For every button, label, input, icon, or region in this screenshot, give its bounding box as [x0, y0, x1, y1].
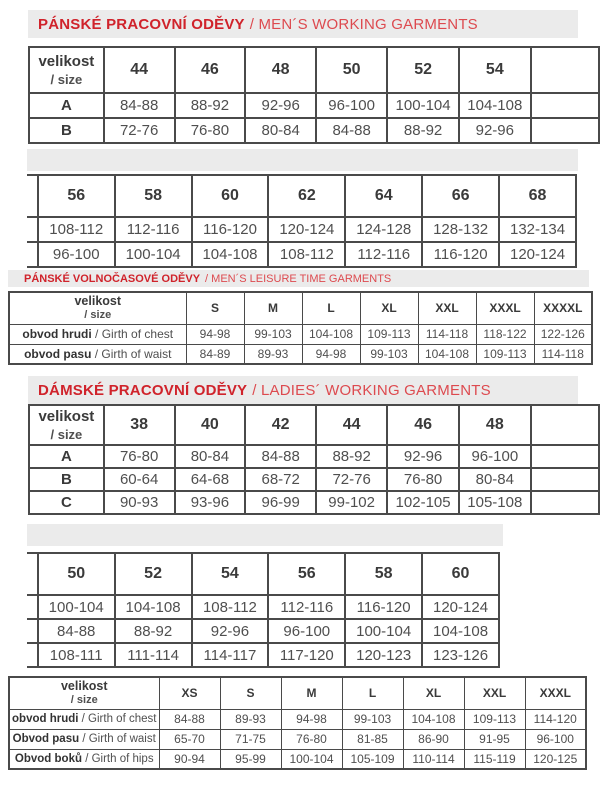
size-col-header: XL: [360, 292, 418, 324]
row-label: A: [29, 93, 104, 118]
size-col-header: 64: [345, 175, 422, 217]
table-row: [9, 324, 592, 344]
size-table: [27, 552, 500, 668]
value-cell: 104-108: [302, 324, 360, 344]
size-col-header: 44: [104, 47, 175, 93]
value-cell: 92-96: [387, 445, 459, 468]
value-cell: 81-85: [342, 729, 403, 749]
size-col-header: 62: [268, 175, 345, 217]
table-row: [27, 619, 499, 643]
row-label-english: / Girth of chest: [91, 327, 174, 341]
value-cell: 94-98: [186, 324, 244, 344]
value-cell: 89-93: [220, 709, 281, 729]
value-cell: 72-76: [316, 468, 387, 491]
size-col-header: XXXL: [476, 292, 534, 324]
row-label-czech: obvod hrudi: [12, 713, 79, 725]
size-col-header: XXL: [418, 292, 476, 324]
section-title-english: / MEN´S LEISURE TIME GARMENTS: [205, 272, 392, 285]
value-cell: 128-132: [422, 217, 499, 242]
value-cell: 109-113: [476, 344, 534, 364]
corner-label: velikost: [74, 293, 122, 308]
size-table: [28, 46, 600, 144]
value-cell: 104-108: [422, 619, 499, 643]
value-cell: 64-68: [175, 468, 246, 491]
value-cell: 92-96: [245, 93, 316, 118]
value-cell: 104-108: [115, 595, 192, 619]
value-cell: 132-134: [499, 217, 576, 242]
table-row: [9, 709, 586, 729]
corner-label: velikost: [38, 407, 95, 425]
value-cell: 108-112: [38, 217, 115, 242]
header-row: [9, 677, 586, 709]
size-col-header: L: [342, 677, 403, 709]
value-cell: 84-88: [38, 619, 115, 643]
value-cell: 120-123: [345, 643, 422, 667]
mens-leisure-table: [8, 291, 593, 365]
header-row: [9, 292, 592, 324]
cut-column-cell: [531, 405, 599, 445]
size-col-header: XXL: [464, 677, 525, 709]
value-cell: 100-104: [38, 595, 115, 619]
corner-cell: [9, 677, 159, 709]
value-cell: 99-103: [342, 709, 403, 729]
value-cell: 89-93: [244, 344, 302, 364]
size-col-header: 60: [192, 175, 269, 217]
value-cell: 100-104: [115, 242, 192, 267]
spacer-band: [27, 149, 578, 171]
value-cell: 96-100: [38, 242, 115, 267]
size-col-header: 54: [459, 47, 531, 93]
row-label: [9, 729, 159, 749]
value-cell: 94-98: [302, 344, 360, 364]
header-row: [27, 553, 499, 595]
table-row: [27, 242, 576, 267]
value-cell: 108-112: [192, 595, 269, 619]
size-col-header: 54: [192, 553, 269, 595]
size-col-header: 50: [316, 47, 387, 93]
size-table: [8, 676, 587, 770]
size-col-header: L: [302, 292, 360, 324]
value-cell: 120-125: [525, 749, 586, 769]
size-col-header: 50: [38, 553, 115, 595]
value-cell: 117-120: [268, 643, 345, 667]
value-cell: 92-96: [459, 118, 531, 143]
value-cell: 60-64: [104, 468, 175, 491]
value-cell: 72-76: [104, 118, 175, 143]
value-cell: 104-108: [459, 93, 531, 118]
value-cell: 96-100: [316, 93, 387, 118]
value-cell: 80-84: [245, 118, 316, 143]
size-col-header: 48: [245, 47, 316, 93]
row-label: A: [29, 445, 104, 468]
row-label-english: / Girth of hips: [82, 752, 154, 765]
value-cell: 65-70: [159, 729, 220, 749]
size-col-header: 40: [175, 405, 246, 445]
section-title-english: / MEN´S WORKING GARMENTS: [249, 15, 478, 33]
value-cell: 112-116: [268, 595, 345, 619]
value-cell: 124-128: [345, 217, 422, 242]
value-cell: 88-92: [115, 619, 192, 643]
ladies-working-title-band: [28, 376, 578, 404]
row-label: [9, 749, 159, 769]
row-label-czech: obvod pasu: [24, 346, 92, 361]
value-cell: 96-100: [459, 445, 531, 468]
table-row: [29, 118, 599, 143]
value-cell: 102-105: [387, 491, 459, 514]
value-cell: 96-100: [525, 729, 586, 749]
size-col-header: 52: [115, 553, 192, 595]
cut-column-cell: [27, 217, 38, 242]
value-cell: 104-108: [418, 344, 476, 364]
row-label-czech: obvod hrudi: [22, 327, 92, 341]
size-table: [28, 404, 600, 515]
header-row: [29, 405, 599, 445]
size-col-header: 68: [499, 175, 576, 217]
value-cell: 104-108: [403, 709, 464, 729]
value-cell: 93-96: [175, 491, 246, 514]
value-cell: 84-88: [316, 118, 387, 143]
cut-column-cell: [531, 47, 599, 93]
value-cell: 110-114: [403, 749, 464, 769]
table-row: [29, 491, 599, 514]
value-cell: 84-88: [245, 445, 316, 468]
row-label: [9, 709, 159, 729]
section-title-czech: PÁNSKÉ PRACOVNÍ ODĚVY: [38, 15, 245, 33]
cut-column-cell: [27, 643, 38, 667]
value-cell: 88-92: [316, 445, 387, 468]
value-cell: 68-72: [245, 468, 316, 491]
value-cell: 76-80: [387, 468, 459, 491]
value-cell: 118-122: [476, 324, 534, 344]
cut-column-cell: [27, 553, 38, 595]
value-cell: 96-99: [245, 491, 316, 514]
size-col-header: S: [220, 677, 281, 709]
value-cell: 71-75: [220, 729, 281, 749]
cut-column-cell: [27, 175, 38, 217]
table-row: [27, 643, 499, 667]
table-row: [9, 729, 586, 749]
table-row: [29, 468, 599, 491]
value-cell: 100-104: [281, 749, 342, 769]
value-cell: 100-104: [387, 93, 459, 118]
value-cell: 114-117: [192, 643, 269, 667]
value-cell: 76-80: [281, 729, 342, 749]
size-col-header: 56: [38, 175, 115, 217]
value-cell: 84-89: [186, 344, 244, 364]
cut-column-cell: [531, 468, 599, 491]
size-col-header: XXXL: [525, 677, 586, 709]
value-cell: 96-100: [268, 619, 345, 643]
cut-column-cell: [531, 118, 599, 143]
value-cell: 92-96: [192, 619, 269, 643]
value-cell: 116-120: [422, 242, 499, 267]
size-col-header: 60: [422, 553, 499, 595]
value-cell: 114-118: [534, 344, 592, 364]
row-label-czech: Obvod boků: [14, 752, 82, 765]
value-cell: 94-98: [281, 709, 342, 729]
table-row: [9, 749, 586, 769]
size-col-header: 56: [268, 553, 345, 595]
value-cell: 100-104: [345, 619, 422, 643]
value-cell: 116-120: [192, 217, 269, 242]
ladies-working-table-part2: [27, 552, 500, 674]
value-cell: 88-92: [387, 118, 459, 143]
value-cell: 105-108: [459, 491, 531, 514]
size-col-header: M: [244, 292, 302, 324]
row-label: B: [29, 118, 104, 143]
value-cell: 104-108: [192, 242, 269, 267]
cut-column-cell: [27, 242, 38, 267]
row-label: B: [29, 468, 104, 491]
size-table: [27, 174, 577, 268]
row-label-english: / Girth of chest: [78, 713, 157, 725]
corner-sublabel: / size: [50, 71, 83, 87]
value-cell: 90-93: [104, 491, 175, 514]
value-cell: 122-126: [534, 324, 592, 344]
row-label-english: / Girth of waist: [91, 346, 172, 361]
size-col-header: 38: [104, 405, 175, 445]
value-cell: 99-103: [244, 324, 302, 344]
size-col-header: S: [186, 292, 244, 324]
value-cell: 80-84: [459, 468, 531, 491]
size-col-header: 46: [387, 405, 459, 445]
size-col-header: M: [281, 677, 342, 709]
size-col-header: 58: [345, 553, 422, 595]
value-cell: 109-113: [360, 324, 418, 344]
cut-column-cell: [531, 93, 599, 118]
size-col-header: 46: [175, 47, 246, 93]
value-cell: 105-109: [342, 749, 403, 769]
value-cell: 99-102: [316, 491, 387, 514]
value-cell: 109-113: [464, 709, 525, 729]
table-row: [29, 445, 599, 468]
value-cell: 95-99: [220, 749, 281, 769]
size-col-header: 58: [115, 175, 192, 217]
header-row: [29, 47, 599, 93]
size-table: [8, 291, 593, 365]
size-col-header: XS: [159, 677, 220, 709]
value-cell: 108-111: [38, 643, 115, 667]
value-cell: 112-116: [115, 217, 192, 242]
corner-sublabel: / size: [50, 426, 83, 442]
table-row: [29, 93, 599, 118]
section-title-english: / LADIES´ WORKING GARMENTS: [252, 381, 491, 399]
corner-sublabel: / size: [70, 694, 98, 707]
value-cell: 76-80: [175, 118, 246, 143]
cut-column-cell: [27, 595, 38, 619]
table-row: [27, 217, 576, 242]
corner-cell: [29, 405, 104, 445]
mens-leisure-title-band: [8, 270, 589, 287]
value-cell: 120-124: [499, 242, 576, 267]
row-label-english: / Girth of waist: [79, 733, 156, 745]
corner-label: velikost: [60, 678, 108, 693]
value-cell: 86-90: [403, 729, 464, 749]
value-cell: 114-118: [418, 324, 476, 344]
value-cell: 123-126: [422, 643, 499, 667]
section-title-czech: PÁNSKÉ VOLNOČASOVÉ ODĚVY: [24, 272, 201, 285]
row-label: [9, 344, 186, 364]
mens-working-table-part1: [28, 46, 600, 150]
value-cell: 91-95: [464, 729, 525, 749]
value-cell: 84-88: [159, 709, 220, 729]
value-cell: 115-119: [464, 749, 525, 769]
ladies-working-table-part1: [28, 404, 600, 522]
value-cell: 84-88: [104, 93, 175, 118]
cut-column-cell: [531, 445, 599, 468]
size-col-header: 48: [459, 405, 531, 445]
value-cell: 114-120: [525, 709, 586, 729]
size-col-header: XL: [403, 677, 464, 709]
value-cell: 80-84: [175, 445, 246, 468]
corner-cell: [9, 292, 186, 324]
section-title-czech: DÁMSKÉ PRACOVNÍ ODĚVY: [38, 381, 248, 399]
size-col-header: 44: [316, 405, 387, 445]
size-col-header: XXXXL: [534, 292, 592, 324]
cut-column-cell: [27, 619, 38, 643]
size-col-header: 52: [387, 47, 459, 93]
value-cell: 99-103: [360, 344, 418, 364]
spacer-band: [27, 524, 503, 546]
size-col-header: 66: [422, 175, 499, 217]
value-cell: 116-120: [345, 595, 422, 619]
row-label-czech: Obvod pasu: [12, 733, 80, 745]
ladies-measurements-table: [8, 676, 587, 770]
value-cell: 76-80: [104, 445, 175, 468]
section-title: [28, 376, 578, 404]
table-row: [9, 344, 592, 364]
mens-working-table-part2: [27, 174, 577, 274]
corner-cell: [29, 47, 104, 93]
mens-working-title-band: [28, 10, 578, 38]
value-cell: 112-116: [345, 242, 422, 267]
size-col-header: 42: [245, 405, 316, 445]
header-row: [27, 175, 576, 217]
cut-column-cell: [531, 491, 599, 514]
corner-sublabel: / size: [84, 309, 112, 322]
section-title: [14, 270, 589, 287]
row-label: C: [29, 491, 104, 514]
value-cell: 88-92: [175, 93, 246, 118]
section-title: [28, 10, 578, 38]
value-cell: 111-114: [115, 643, 192, 667]
row-label: [9, 324, 186, 344]
value-cell: 120-124: [268, 217, 345, 242]
value-cell: 120-124: [422, 595, 499, 619]
corner-label: velikost: [38, 52, 95, 70]
value-cell: 90-94: [159, 749, 220, 769]
table-row: [27, 595, 499, 619]
value-cell: 108-112: [268, 242, 345, 267]
